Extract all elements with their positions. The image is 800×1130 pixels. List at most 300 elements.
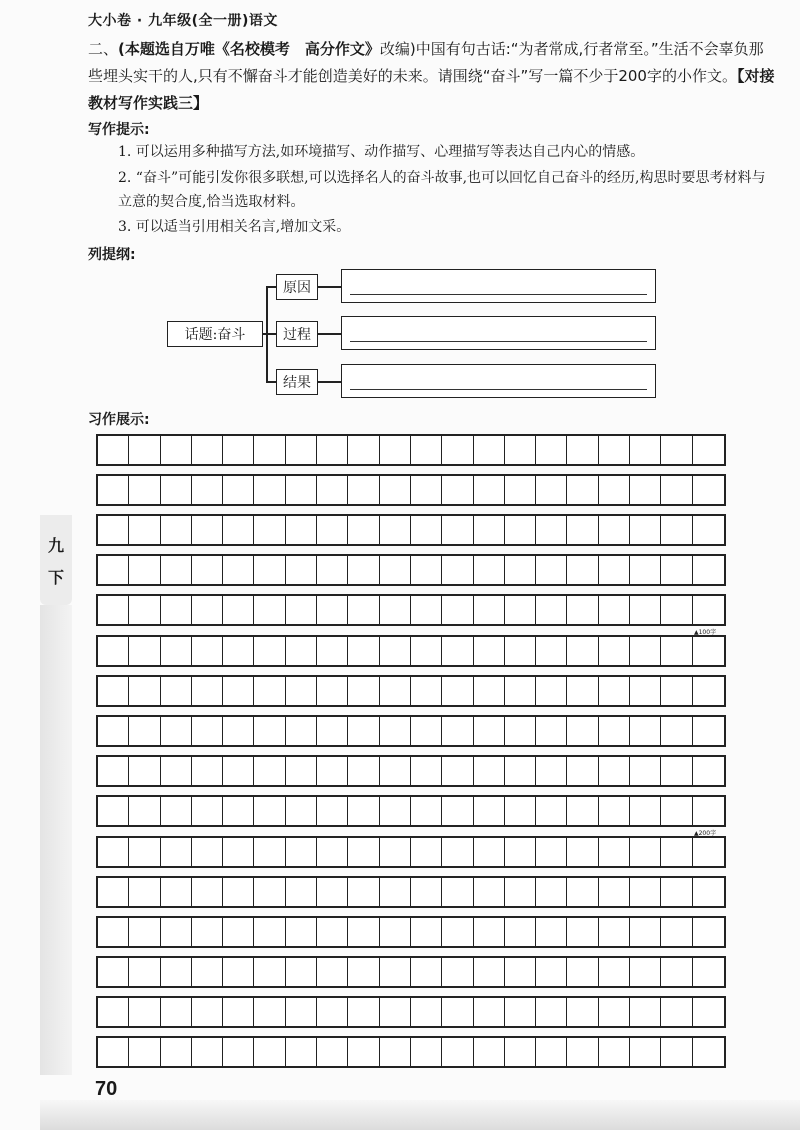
grid-cell[interactable] [317, 596, 348, 624]
grid-cell[interactable] [661, 797, 692, 825]
grid-cell[interactable] [661, 717, 692, 745]
grid-cell[interactable] [599, 998, 630, 1026]
grid-cell[interactable] [661, 677, 692, 705]
grid-cell[interactable] [536, 838, 567, 866]
grid-cell[interactable] [567, 476, 598, 504]
grid-cell[interactable] [380, 476, 411, 504]
grid-cell[interactable] [693, 717, 724, 745]
grid-cell[interactable] [567, 998, 598, 1026]
grid-cell[interactable] [536, 797, 567, 825]
grid-cell[interactable] [192, 958, 223, 986]
grid-cell[interactable] [505, 717, 536, 745]
grid-cell[interactable] [661, 998, 692, 1026]
grid-cell[interactable] [223, 717, 254, 745]
grid-cell[interactable] [567, 838, 598, 866]
grid-cell[interactable] [192, 717, 223, 745]
grid-cell[interactable] [693, 958, 724, 986]
grid-cell[interactable] [192, 1038, 223, 1066]
grid-cell[interactable] [411, 998, 442, 1026]
grid-cell[interactable] [505, 757, 536, 785]
grid-cell[interactable] [567, 1038, 598, 1066]
grid-cell[interactable] [129, 878, 160, 906]
grid-cell[interactable] [129, 637, 160, 665]
grid-cell[interactable] [474, 797, 505, 825]
grid-cell[interactable] [411, 838, 442, 866]
grid-cell[interactable] [442, 637, 473, 665]
grid-cell[interactable] [223, 998, 254, 1026]
grid-cell[interactable] [98, 1038, 129, 1066]
grid-cell[interactable] [348, 757, 379, 785]
grid-row[interactable] [96, 956, 726, 988]
grid-cell[interactable] [348, 556, 379, 584]
grid-cell[interactable] [317, 838, 348, 866]
grid-cell[interactable] [630, 436, 661, 464]
grid-cell[interactable] [661, 476, 692, 504]
grid-cell[interactable] [223, 516, 254, 544]
grid-cell[interactable] [661, 556, 692, 584]
grid-cell[interactable] [129, 476, 160, 504]
grid-row[interactable] [96, 514, 726, 546]
grid-cell[interactable] [254, 958, 285, 986]
grid-cell[interactable] [411, 958, 442, 986]
grid-cell[interactable] [474, 1038, 505, 1066]
grid-cell[interactable] [286, 637, 317, 665]
grid-cell[interactable] [536, 677, 567, 705]
grid-cell[interactable] [505, 918, 536, 946]
grid-cell[interactable] [599, 516, 630, 544]
grid-cell[interactable] [286, 436, 317, 464]
grid-cell[interactable] [505, 838, 536, 866]
grid-cell[interactable] [411, 757, 442, 785]
grid-cell[interactable] [474, 556, 505, 584]
grid-cell[interactable] [536, 476, 567, 504]
grid-cell[interactable] [661, 436, 692, 464]
grid-cell[interactable] [223, 677, 254, 705]
grid-cell[interactable] [317, 958, 348, 986]
grid-cell[interactable] [505, 436, 536, 464]
grid-cell[interactable] [567, 717, 598, 745]
grid-cell[interactable] [505, 1038, 536, 1066]
grid-cell[interactable] [442, 958, 473, 986]
grid-cell[interactable] [98, 677, 129, 705]
grid-cell[interactable] [474, 838, 505, 866]
grid-cell[interactable] [661, 757, 692, 785]
grid-cell[interactable] [630, 596, 661, 624]
grid-cell[interactable] [474, 998, 505, 1026]
grid-cell[interactable] [129, 797, 160, 825]
grid-cell[interactable] [192, 918, 223, 946]
grid-cell[interactable] [129, 436, 160, 464]
grid-cell[interactable] [505, 958, 536, 986]
grid-cell[interactable] [317, 677, 348, 705]
grid-cell[interactable] [505, 556, 536, 584]
grid-cell[interactable] [599, 717, 630, 745]
grid-cell[interactable] [630, 717, 661, 745]
grid-cell[interactable] [223, 838, 254, 866]
grid-row[interactable] [96, 635, 726, 667]
grid-cell[interactable] [474, 958, 505, 986]
grid-cell[interactable] [411, 797, 442, 825]
grid-cell[interactable] [442, 918, 473, 946]
grid-cell[interactable] [380, 516, 411, 544]
grid-cell[interactable] [693, 878, 724, 906]
grid-cell[interactable] [380, 637, 411, 665]
grid-cell[interactable] [630, 1038, 661, 1066]
grid-cell[interactable] [380, 677, 411, 705]
grid-cell[interactable] [442, 998, 473, 1026]
grid-row[interactable] [96, 836, 726, 868]
grid-cell[interactable] [442, 838, 473, 866]
grid-cell[interactable] [254, 476, 285, 504]
grid-cell[interactable] [536, 998, 567, 1026]
grid-cell[interactable] [254, 998, 285, 1026]
grid-row[interactable] [96, 554, 726, 586]
grid-cell[interactable] [536, 637, 567, 665]
grid-cell[interactable] [348, 436, 379, 464]
grid-row[interactable] [96, 1036, 726, 1068]
grid-cell[interactable] [223, 556, 254, 584]
grid-cell[interactable] [630, 516, 661, 544]
grid-cell[interactable] [567, 878, 598, 906]
grid-cell[interactable] [286, 476, 317, 504]
grid-cell[interactable] [411, 677, 442, 705]
grid-cell[interactable] [161, 838, 192, 866]
grid-cell[interactable] [693, 476, 724, 504]
grid-cell[interactable] [567, 757, 598, 785]
grid-cell[interactable] [161, 516, 192, 544]
grid-cell[interactable] [693, 677, 724, 705]
grid-cell[interactable] [98, 556, 129, 584]
grid-cell[interactable] [693, 797, 724, 825]
grid-cell[interactable] [505, 998, 536, 1026]
grid-cell[interactable] [411, 637, 442, 665]
grid-cell[interactable] [661, 838, 692, 866]
grid-row[interactable] [96, 916, 726, 948]
grid-cell[interactable] [536, 1038, 567, 1066]
grid-cell[interactable] [630, 998, 661, 1026]
grid-cell[interactable] [474, 476, 505, 504]
grid-row[interactable] [96, 795, 726, 827]
grid-cell[interactable] [567, 958, 598, 986]
grid-cell[interactable] [317, 797, 348, 825]
grid-cell[interactable] [161, 476, 192, 504]
grid-cell[interactable] [286, 717, 317, 745]
grid-cell[interactable] [192, 998, 223, 1026]
grid-cell[interactable] [442, 516, 473, 544]
grid-cell[interactable] [223, 958, 254, 986]
grid-cell[interactable] [192, 556, 223, 584]
grid-cell[interactable] [661, 596, 692, 624]
grid-cell[interactable] [693, 596, 724, 624]
grid-cell[interactable] [348, 998, 379, 1026]
grid-cell[interactable] [411, 476, 442, 504]
grid-row[interactable] [96, 675, 726, 707]
grid-cell[interactable] [129, 757, 160, 785]
grid-cell[interactable] [129, 958, 160, 986]
grid-cell[interactable] [223, 1038, 254, 1066]
grid-cell[interactable] [442, 436, 473, 464]
grid-cell[interactable] [630, 918, 661, 946]
reason-answer-box[interactable] [341, 269, 656, 303]
grid-cell[interactable] [380, 717, 411, 745]
grid-cell[interactable] [442, 757, 473, 785]
grid-cell[interactable] [693, 838, 724, 866]
grid-cell[interactable] [661, 1038, 692, 1066]
grid-cell[interactable] [380, 556, 411, 584]
grid-cell[interactable] [536, 556, 567, 584]
grid-cell[interactable] [693, 1038, 724, 1066]
grid-cell[interactable] [442, 556, 473, 584]
grid-cell[interactable] [505, 596, 536, 624]
grid-cell[interactable] [317, 516, 348, 544]
grid-cell[interactable] [129, 596, 160, 624]
grid-cell[interactable] [192, 516, 223, 544]
grid-cell[interactable] [380, 918, 411, 946]
grid-cell[interactable] [286, 998, 317, 1026]
grid-cell[interactable] [161, 596, 192, 624]
grid-cell[interactable] [411, 596, 442, 624]
grid-cell[interactable] [505, 637, 536, 665]
grid-cell[interactable] [161, 878, 192, 906]
grid-cell[interactable] [411, 556, 442, 584]
grid-cell[interactable] [661, 878, 692, 906]
grid-cell[interactable] [630, 757, 661, 785]
grid-cell[interactable] [286, 596, 317, 624]
grid-cell[interactable] [505, 797, 536, 825]
grid-cell[interactable] [317, 998, 348, 1026]
grid-row[interactable] [96, 474, 726, 506]
grid-cell[interactable] [317, 637, 348, 665]
grid-row[interactable] [96, 594, 726, 626]
grid-cell[interactable] [98, 757, 129, 785]
grid-cell[interactable] [599, 878, 630, 906]
grid-cell[interactable] [380, 596, 411, 624]
grid-cell[interactable] [161, 717, 192, 745]
grid-cell[interactable] [567, 677, 598, 705]
grid-cell[interactable] [474, 757, 505, 785]
grid-cell[interactable] [98, 918, 129, 946]
grid-cell[interactable] [317, 436, 348, 464]
grid-cell[interactable] [474, 637, 505, 665]
grid-cell[interactable] [599, 677, 630, 705]
grid-cell[interactable] [129, 556, 160, 584]
grid-cell[interactable] [223, 797, 254, 825]
grid-cell[interactable] [693, 436, 724, 464]
grid-cell[interactable] [192, 838, 223, 866]
grid-cell[interactable] [317, 476, 348, 504]
grid-cell[interactable] [661, 637, 692, 665]
grid-cell[interactable] [161, 998, 192, 1026]
grid-cell[interactable] [98, 797, 129, 825]
grid-cell[interactable] [317, 1038, 348, 1066]
grid-cell[interactable] [536, 878, 567, 906]
grid-cell[interactable] [411, 436, 442, 464]
process-answer-box[interactable] [341, 316, 656, 350]
grid-cell[interactable] [442, 1038, 473, 1066]
grid-cell[interactable] [348, 516, 379, 544]
grid-cell[interactable] [474, 436, 505, 464]
grid-cell[interactable] [474, 677, 505, 705]
grid-cell[interactable] [161, 797, 192, 825]
grid-cell[interactable] [98, 958, 129, 986]
grid-cell[interactable] [599, 838, 630, 866]
grid-cell[interactable] [599, 1038, 630, 1066]
grid-cell[interactable] [286, 958, 317, 986]
result-answer-box[interactable] [341, 364, 656, 398]
grid-cell[interactable] [505, 516, 536, 544]
grid-cell[interactable] [442, 878, 473, 906]
grid-cell[interactable] [254, 918, 285, 946]
grid-cell[interactable] [161, 1038, 192, 1066]
grid-cell[interactable] [254, 757, 285, 785]
grid-cell[interactable] [223, 436, 254, 464]
grid-cell[interactable] [129, 1038, 160, 1066]
grid-cell[interactable] [411, 516, 442, 544]
grid-cell[interactable] [411, 918, 442, 946]
grid-cell[interactable] [223, 476, 254, 504]
grid-cell[interactable] [129, 998, 160, 1026]
grid-cell[interactable] [630, 797, 661, 825]
grid-cell[interactable] [442, 476, 473, 504]
grid-cell[interactable] [348, 677, 379, 705]
grid-cell[interactable] [192, 436, 223, 464]
grid-cell[interactable] [567, 637, 598, 665]
grid-cell[interactable] [630, 476, 661, 504]
grid-cell[interactable] [380, 958, 411, 986]
grid-cell[interactable] [286, 918, 317, 946]
grid-cell[interactable] [442, 596, 473, 624]
grid-cell[interactable] [505, 677, 536, 705]
grid-cell[interactable] [286, 838, 317, 866]
grid-cell[interactable] [630, 637, 661, 665]
grid-cell[interactable] [129, 677, 160, 705]
grid-cell[interactable] [599, 476, 630, 504]
grid-cell[interactable] [630, 878, 661, 906]
grid-cell[interactable] [411, 878, 442, 906]
grid-cell[interactable] [348, 878, 379, 906]
grid-cell[interactable] [161, 677, 192, 705]
grid-cell[interactable] [630, 958, 661, 986]
grid-cell[interactable] [254, 838, 285, 866]
grid-cell[interactable] [161, 958, 192, 986]
grid-cell[interactable] [98, 998, 129, 1026]
grid-row[interactable] [96, 876, 726, 908]
grid-cell[interactable] [223, 918, 254, 946]
grid-cell[interactable] [254, 556, 285, 584]
grid-cell[interactable] [599, 637, 630, 665]
grid-cell[interactable] [98, 436, 129, 464]
grid-cell[interactable] [348, 797, 379, 825]
grid-cell[interactable] [474, 918, 505, 946]
grid-cell[interactable] [317, 717, 348, 745]
grid-cell[interactable] [661, 958, 692, 986]
grid-cell[interactable] [348, 476, 379, 504]
grid-cell[interactable] [254, 596, 285, 624]
grid-cell[interactable] [380, 998, 411, 1026]
grid-cell[interactable] [693, 998, 724, 1026]
grid-cell[interactable] [567, 918, 598, 946]
grid-row[interactable] [96, 715, 726, 747]
grid-cell[interactable] [380, 838, 411, 866]
grid-cell[interactable] [661, 516, 692, 544]
grid-cell[interactable] [536, 757, 567, 785]
grid-cell[interactable] [129, 717, 160, 745]
grid-row[interactable] [96, 996, 726, 1028]
grid-cell[interactable] [223, 757, 254, 785]
grid-cell[interactable] [536, 918, 567, 946]
grid-cell[interactable] [567, 596, 598, 624]
grid-cell[interactable] [317, 918, 348, 946]
grid-cell[interactable] [192, 677, 223, 705]
grid-row[interactable] [96, 755, 726, 787]
grid-cell[interactable] [254, 516, 285, 544]
grid-cell[interactable] [599, 797, 630, 825]
grid-cell[interactable] [286, 757, 317, 785]
grid-cell[interactable] [98, 878, 129, 906]
grid-cell[interactable] [192, 637, 223, 665]
grid-cell[interactable] [693, 637, 724, 665]
grid-cell[interactable] [380, 436, 411, 464]
grid-cell[interactable] [254, 717, 285, 745]
grid-cell[interactable] [254, 637, 285, 665]
grid-cell[interactable] [98, 516, 129, 544]
grid-cell[interactable] [161, 637, 192, 665]
grid-cell[interactable] [567, 516, 598, 544]
grid-cell[interactable] [317, 878, 348, 906]
grid-cell[interactable] [317, 556, 348, 584]
grid-cell[interactable] [536, 717, 567, 745]
grid-cell[interactable] [380, 757, 411, 785]
grid-cell[interactable] [98, 838, 129, 866]
grid-cell[interactable] [599, 918, 630, 946]
grid-cell[interactable] [192, 596, 223, 624]
grid-cell[interactable] [693, 757, 724, 785]
grid-cell[interactable] [567, 436, 598, 464]
grid-cell[interactable] [98, 596, 129, 624]
grid-cell[interactable] [348, 637, 379, 665]
grid-cell[interactable] [536, 958, 567, 986]
grid-cell[interactable] [505, 878, 536, 906]
grid-cell[interactable] [536, 516, 567, 544]
grid-cell[interactable] [192, 797, 223, 825]
grid-cell[interactable] [348, 1038, 379, 1066]
grid-cell[interactable] [693, 556, 724, 584]
grid-cell[interactable] [286, 1038, 317, 1066]
grid-cell[interactable] [129, 918, 160, 946]
grid-cell[interactable] [411, 717, 442, 745]
grid-cell[interactable] [599, 556, 630, 584]
grid-cell[interactable] [599, 958, 630, 986]
grid-cell[interactable] [599, 436, 630, 464]
grid-cell[interactable] [317, 757, 348, 785]
grid-cell[interactable] [161, 436, 192, 464]
grid-cell[interactable] [161, 556, 192, 584]
grid-row[interactable] [96, 434, 726, 466]
grid-cell[interactable] [161, 918, 192, 946]
grid-cell[interactable] [129, 516, 160, 544]
grid-cell[interactable] [223, 596, 254, 624]
grid-cell[interactable] [536, 436, 567, 464]
grid-cell[interactable] [223, 878, 254, 906]
grid-cell[interactable] [348, 717, 379, 745]
grid-cell[interactable] [254, 436, 285, 464]
grid-cell[interactable] [693, 516, 724, 544]
grid-cell[interactable] [192, 476, 223, 504]
grid-cell[interactable] [380, 1038, 411, 1066]
grid-cell[interactable] [98, 637, 129, 665]
grid-cell[interactable] [223, 637, 254, 665]
grid-cell[interactable] [693, 918, 724, 946]
